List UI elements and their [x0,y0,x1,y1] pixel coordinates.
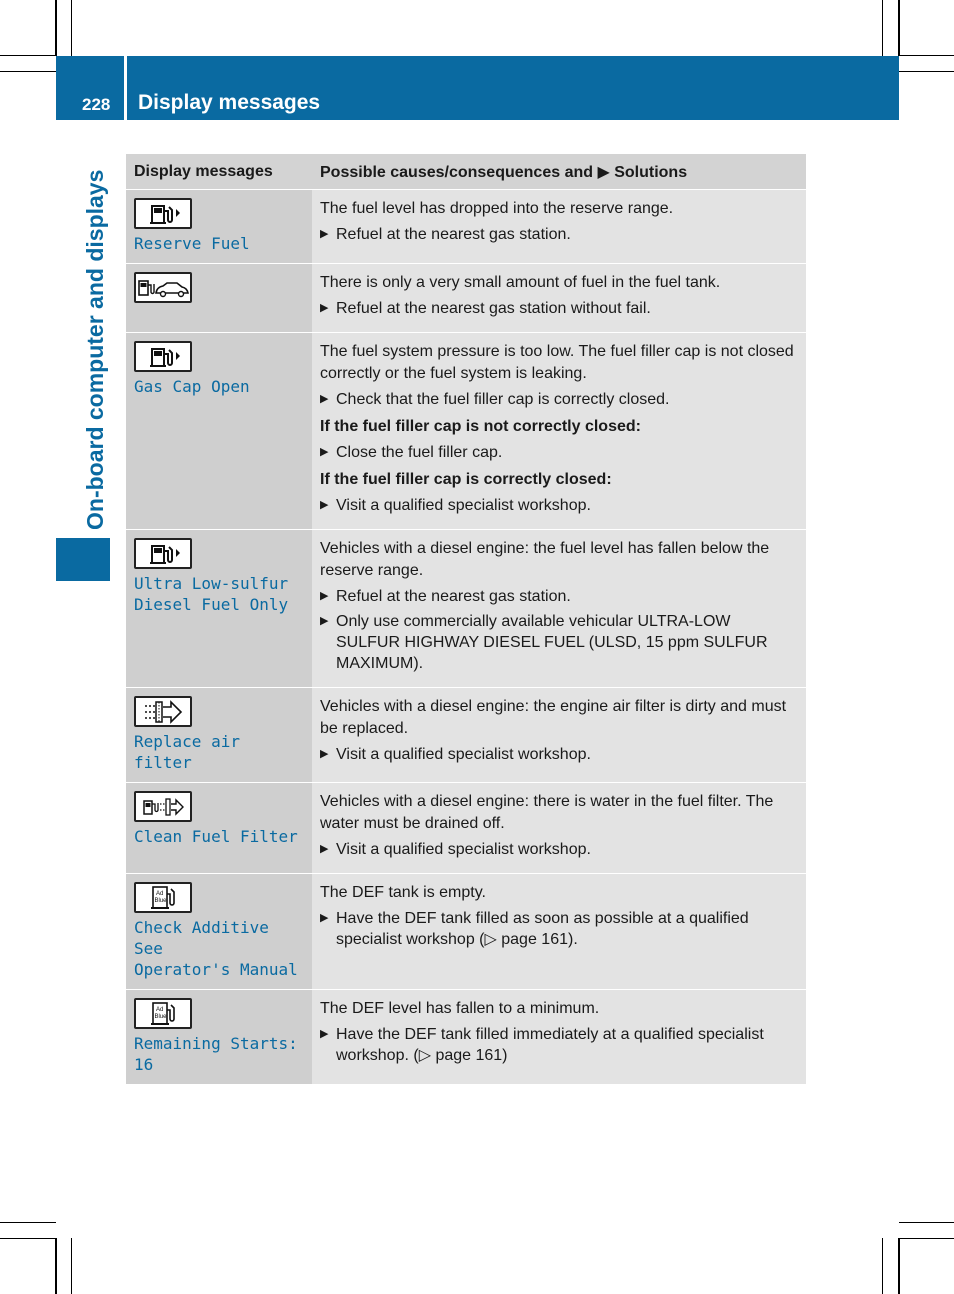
crop-mark [898,1238,900,1294]
crop-mark [71,0,72,56]
step-text: Visit a qualified specialist workshop. [336,497,591,514]
step-arrow-icon: ▶ [320,228,329,240]
crop-mark [71,1238,72,1294]
crop-mark [0,71,56,72]
cause-text: There is only a very small amount of fuel in the fuel tank. [320,274,721,291]
table-row [126,264,806,333]
causes-cell [312,190,806,264]
table-header-row [126,154,806,190]
step-arrow-icon: ▶ [320,615,329,627]
side-tab-marker [56,538,110,581]
svg-text:Ad: Ad [156,890,164,897]
solution-step [320,908,798,950]
cause-text: The fuel level has dropped into the reserve range. [320,200,674,217]
svg-text:Blue: Blue [154,897,167,904]
header-divider [124,56,127,120]
cause-text: The fuel system pressure is too low. The fuel filler cap is not closed correctly or the fuel system is leaking. [320,343,794,382]
solution-step [320,586,798,607]
crop-mark [899,55,954,56]
crop-mark [0,1222,56,1223]
step-arrow-icon: ▶ [320,590,329,602]
solution-step [320,224,798,245]
message-cell [126,874,312,990]
causes-cell [312,783,806,874]
message-cell [126,190,312,264]
causes-cell [312,688,806,783]
causes-cell [312,264,806,333]
solution-step [320,442,798,463]
table-row [126,783,806,874]
fuel-pump-car-icon [134,272,192,303]
table-row [126,688,806,783]
step-text: Have the DEF tank filled as soon as possible at a qualified specialist workshop (▷ page 161). [336,910,749,948]
step-text: Check that the fuel filler cap is correctly closed. [336,391,670,408]
step-text: Close the fuel filler cap. [336,444,503,461]
cause-text: Vehicles with a diesel engine: the engine air filter is dirty and must be replaced. [320,698,787,737]
causes-cell [312,530,806,688]
condition-heading: If the fuel filler cap is not correctly closed: [320,418,641,435]
table-row [126,190,806,264]
display-message-text: Replace air filter [134,732,250,772]
cause-text: Vehicles with a diesel engine: there is water in the fuel filter. The water must be drained off. [320,793,774,832]
adblue-icon [134,998,192,1029]
crop-mark [0,55,56,56]
cause-text: The DEF level has fallen to a minimum. [320,1000,600,1017]
solution-step [320,389,798,410]
svg-text:Ad: Ad [156,1006,164,1013]
solution-step [320,611,798,674]
step-text: Refuel at the nearest gas station without fail. [336,300,651,317]
crop-mark [882,0,883,56]
adblue-icon [134,882,192,913]
svg-text:Blue: Blue [154,1013,167,1020]
solution-step [320,495,798,516]
section-title: On-board computer and displays [82,169,108,530]
message-cell [126,688,312,783]
message-cell [126,530,312,688]
crop-mark [55,1238,57,1294]
col-header-causes: Possible causes/consequences and ▶ Solutions [312,154,806,190]
message-cell [126,783,312,874]
message-cell [126,333,312,530]
step-arrow-icon: ▶ [320,912,329,924]
table-row [126,530,806,688]
display-message-text: Clean Fuel Filter [134,827,298,846]
message-cell [126,264,312,333]
display-message-text: Check Additive See Operator's Manual [134,918,298,979]
crop-mark [899,1238,954,1239]
crop-mark [899,1222,954,1223]
cause-text: The DEF tank is empty. [320,884,486,901]
causes-cell [312,990,806,1085]
step-arrow-icon: ▶ [320,446,329,458]
display-message-text: Ultra Low-sulfur Diesel Fuel Only [134,574,289,614]
display-message-text: Remaining Starts: 16 [134,1034,298,1074]
page-title: Display messages [138,91,321,114]
crop-mark [898,0,900,56]
message-cell [126,990,312,1085]
table-row [126,990,806,1085]
cause-text: Vehicles with a diesel engine: the fuel level has fallen below the reserve range. [320,540,770,579]
air-filter-icon [134,696,192,727]
display-message-text: Reserve Fuel [134,234,250,253]
table-row [126,333,806,530]
step-arrow-icon: ▶ [320,499,329,511]
crop-mark [899,71,954,72]
fuel-filter-icon [134,791,192,822]
page-number: 228 [82,95,111,114]
crop-mark [882,1238,883,1294]
solution-step [320,744,798,765]
solution-step [320,839,798,860]
display-message-text: Gas Cap Open [134,377,250,396]
step-arrow-icon: ▶ [320,302,329,314]
step-text: Visit a qualified specialist workshop. [336,746,591,763]
causes-cell [312,874,806,990]
step-arrow-icon: ▶ [320,748,329,760]
display-messages-table [126,154,806,1084]
solution-step [320,298,798,319]
step-text: Refuel at the nearest gas station. [336,226,571,243]
fuel-pump-icon [134,341,192,372]
step-arrow-icon: ▶ [320,843,329,855]
crop-mark [0,1238,56,1239]
fuel-pump-icon [134,198,192,229]
step-arrow-icon: ▶ [320,1028,329,1040]
crop-mark [55,0,57,56]
step-text: Have the DEF tank filled immediately at a qualified specialist workshop. (▷ page 161) [336,1026,764,1064]
causes-cell [312,333,806,530]
step-text: Refuel at the nearest gas station. [336,588,571,605]
step-arrow-icon: ▶ [320,393,329,405]
step-text: Only use commercially available vehicular ULTRA-LOW SULFUR HIGHWAY DIESEL FUEL (ULSD, 15 ppm SULFUR MAXIMUM). [336,613,768,672]
step-text: Visit a qualified specialist workshop. [336,841,591,858]
col-header-messages: Display messages [126,154,312,190]
condition-heading: If the fuel filler cap is correctly closed: [320,471,612,488]
solution-step [320,1024,798,1066]
table-row [126,874,806,990]
fuel-pump-icon [134,538,192,569]
